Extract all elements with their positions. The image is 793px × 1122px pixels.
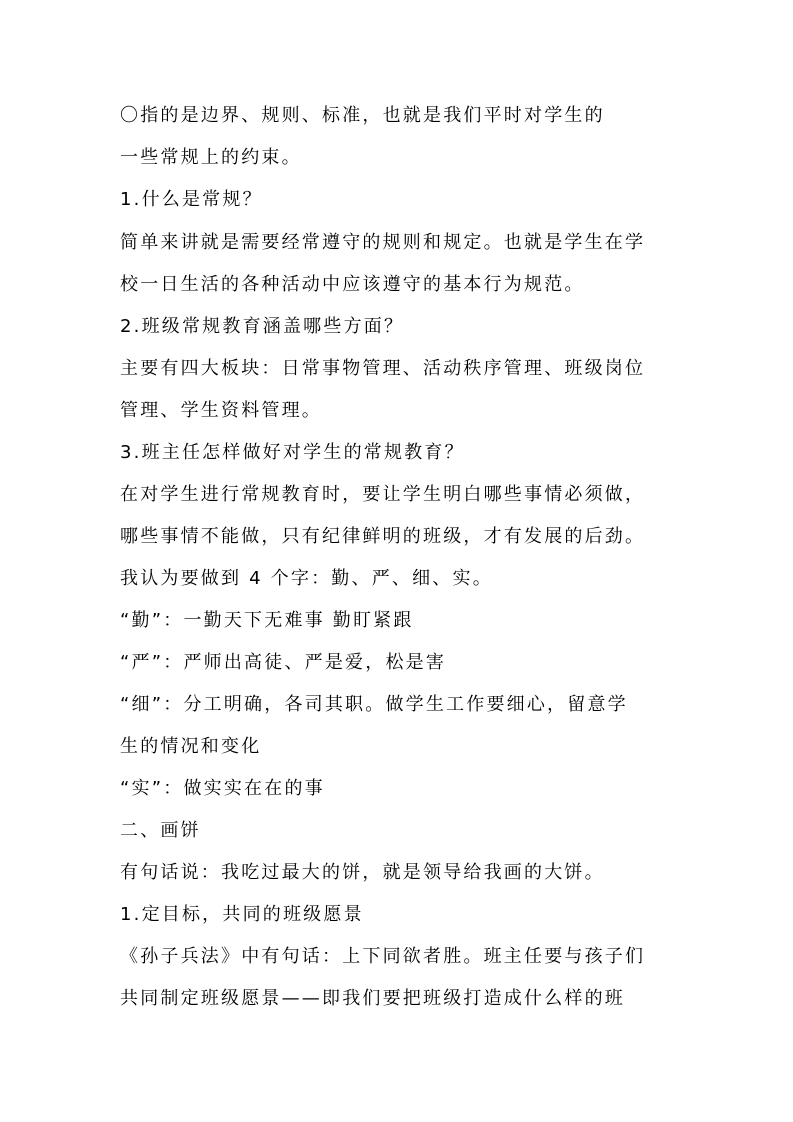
text-line: “勤”：一勤天下无难事 勤盯紧跟 xyxy=(120,610,414,631)
text-line: 简单来讲就是需要经常遵守的规则和规定。也就是学生在学 xyxy=(120,232,646,253)
text-line: 《孙子兵法》中有句话：上下同欲者胜。班主任要与孩子们 xyxy=(120,946,646,967)
section-heading: 3.班主任怎样做好对学生的常规教育？ xyxy=(120,442,465,463)
section-heading: 1.什么是常规？ xyxy=(120,189,263,210)
text-line: “严”：严师出高徒、严是爱，松是害 xyxy=(120,652,447,673)
section-heading: 2.班级常规教育涵盖哪些方面？ xyxy=(120,316,405,337)
text-line: 共同制定班级愿景——即我们要把班级打造成什么样的班 xyxy=(120,988,625,1009)
text-line: 生的情况和变化 xyxy=(120,736,262,757)
text-line: 我认为要做到 4 个字：勤、严、细、实。 xyxy=(120,568,493,589)
text-line: 〇指的是边界、规则、标准，也就是我们平时对学生的 xyxy=(120,105,605,126)
text-line: 主要有四大板块：日常事物管理、活动秩序管理、班级岗位 xyxy=(120,358,646,379)
text-line: 管理、学生资料管理。 xyxy=(120,400,322,421)
text-line: 哪些事情不能做，只有纪律鲜明的班级，才有发展的后劲。 xyxy=(120,526,646,547)
section-heading: 二、画饼 xyxy=(120,820,201,841)
text-line: 校一日生活的各种活动中应该遵守的基本行为规范。 xyxy=(120,274,585,295)
text-line: 有句话说：我吃过最大的饼，就是领导给我画的大饼。 xyxy=(120,862,605,883)
section-heading: 1.定目标，共同的班级愿景 xyxy=(120,904,364,925)
text-line: 一些常规上的约束。 xyxy=(120,147,302,168)
text-line: “实”：做实实在在的事 xyxy=(120,778,325,799)
text-line: 在对学生进行常规教育时，要让学生明白哪些事情必须做， xyxy=(120,484,646,505)
text-line: “细”：分工明确，各司其职。做学生工作要细心，留意学 xyxy=(120,694,628,715)
